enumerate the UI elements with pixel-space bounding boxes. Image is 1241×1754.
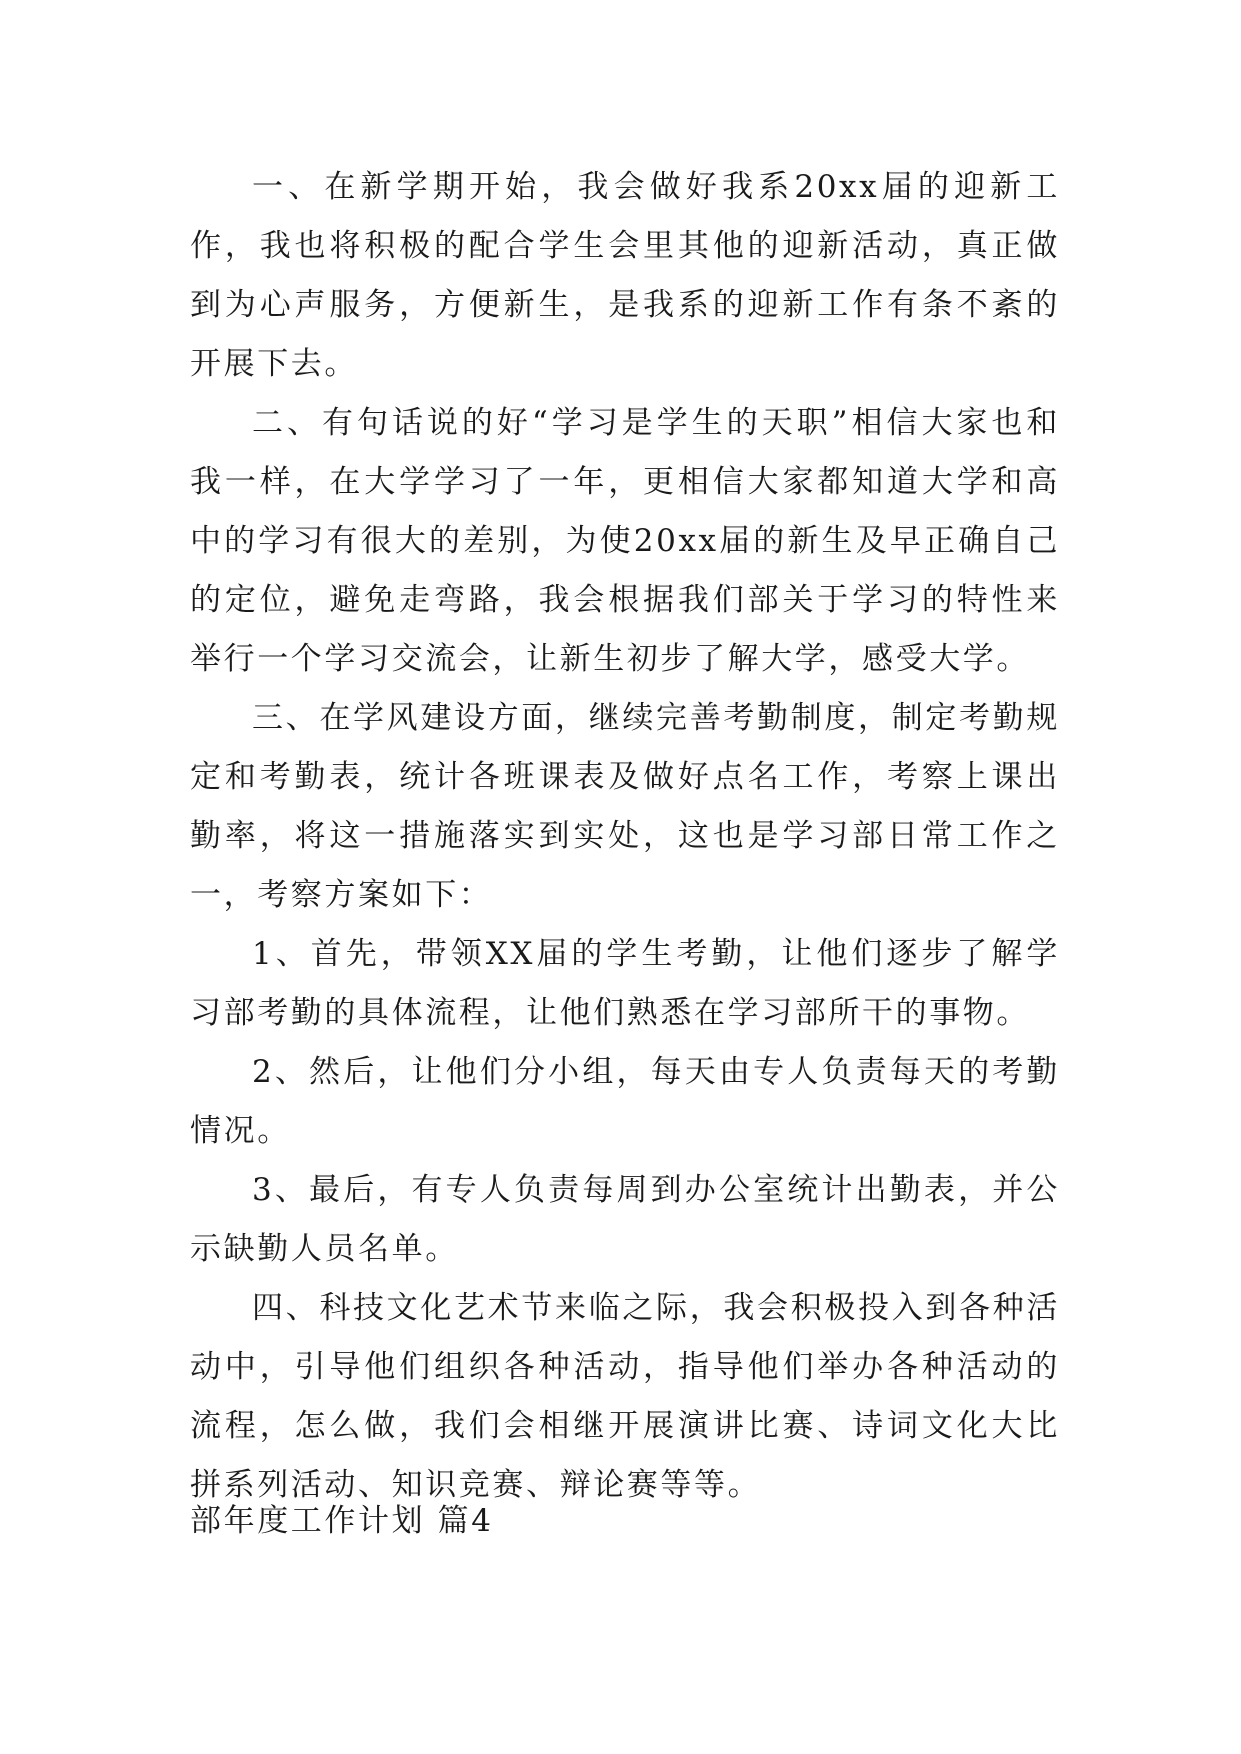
document-body [190,158,1060,1515]
paragraph-plan-step-2: 2、然后，让他们分小组，每天由专人负责每天的考勤情况。 [190,1054,1060,1149]
paragraph-study-style: 三、在学风建设方面，继续完善考勤制度，制定考勤规定和考勤表，统计各班课表及做好点名工作，考察上课出勤率，将这一措施落实到实处，这也是学习部日常工作之一，考察方案如下： [190,700,1060,913]
paragraph-welcome-work: 一、在新学期开始，我会做好我系20xx届的迎新工作，我也将积极的配合学生会里其他的迎新活动，真正做到为心声服务，方便新生，是我系的迎新工作有条不紊的开展下去。 [190,169,1060,382]
paragraph-study-exchange: 二、有句话说的好“学习是学生的天职”相信大家也和我一样，在大学学习了一年，更相信大家都知道大学和高中的学习有很大的差别，为使20xx届的新生及早正确自己的定位，避免走弯路，我会根据我们部关于学习的特性来举行一个学习交流会，让新生初步了解大学，感受大学。 [190,405,1060,677]
section-title: 部年度工作计划 篇4 [190,1503,494,1539]
paragraph-plan-step-3: 3、最后，有专人负责每周到办公室统计出勤表，并公示缺勤人员名单。 [190,1172,1060,1267]
paragraph-plan-step-1: 1、首先，带领XX届的学生考勤，让他们逐步了解学习部考勤的具体流程，让他们熟悉在学习部所干的事物。 [190,936,1060,1031]
paragraph-culture-festival: 四、科技文化艺术节来临之际，我会积极投入到各种活动中，引导他们组织各种活动，指导他们举办各种活动的流程，怎么做，我们会相继开展演讲比赛、诗词文化大比拼系列活动、知识竞赛、辩论赛等等。 [190,1290,1060,1503]
